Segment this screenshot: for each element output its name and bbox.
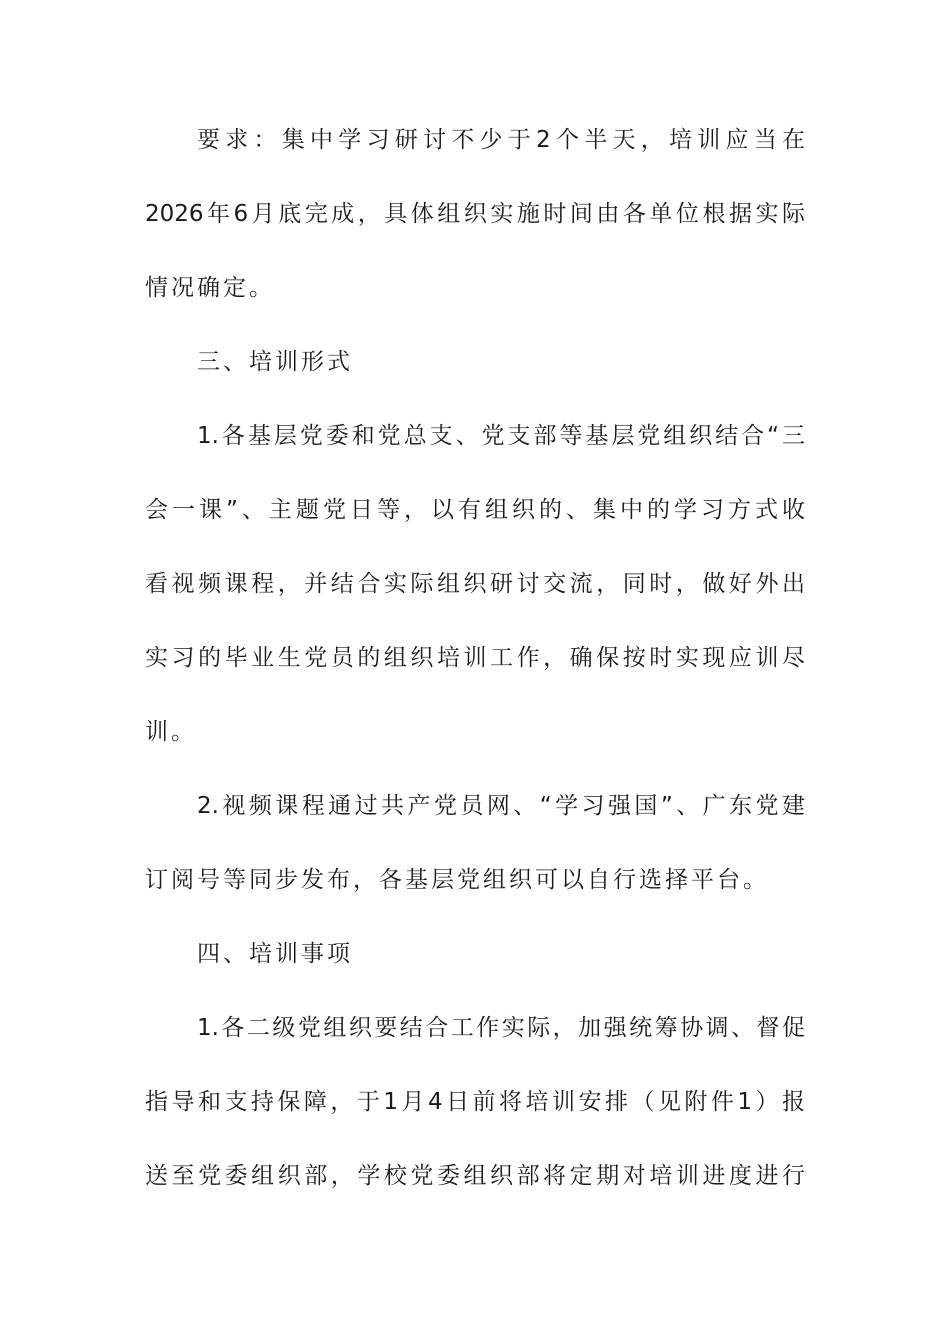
paragraph-line: 会一课”、主题党日等，以有组织的、集中的学习方式收: [145, 497, 805, 523]
paragraph-line: 1.各基层党委和党总支、党支部等基层党组织结合“三: [197, 423, 805, 449]
paragraph-line: 实习的毕业生党员的组织培训工作，确保按时实现应训尽: [145, 645, 805, 671]
section-heading: 四、培训事项: [197, 941, 353, 967]
paragraph-line: 训。: [145, 719, 197, 745]
paragraph-line: 2.视频课程通过共产党员网、“学习强国”、广东党建: [197, 793, 805, 819]
paragraph-line: 订阅号等同步发布，各基层党组织可以自行选择平台。: [145, 867, 769, 893]
paragraph-line: 指导和支持保障，于1月4日前将培训安排（见附件1）报: [145, 1089, 805, 1115]
document-body: [145, 116, 805, 1226]
section-heading: 三、培训形式: [197, 349, 353, 375]
paragraph-line: 2026年6月底完成，具体组织实施时间由各单位根据实际: [145, 201, 805, 227]
paragraph-line: 要求：集中学习研讨不少于2个半天，培训应当在: [197, 127, 805, 153]
paragraph-line: 送至党委组织部，学校党委组织部将定期对培训进度进行: [145, 1163, 805, 1189]
paragraph-line: 1.各二级党组织要结合工作实际，加强统筹协调、督促: [197, 1015, 805, 1041]
paragraph-line: 看视频课程，并结合实际组织研讨交流，同时，做好外出: [145, 571, 805, 597]
paragraph-line: 情况确定。: [145, 275, 275, 301]
